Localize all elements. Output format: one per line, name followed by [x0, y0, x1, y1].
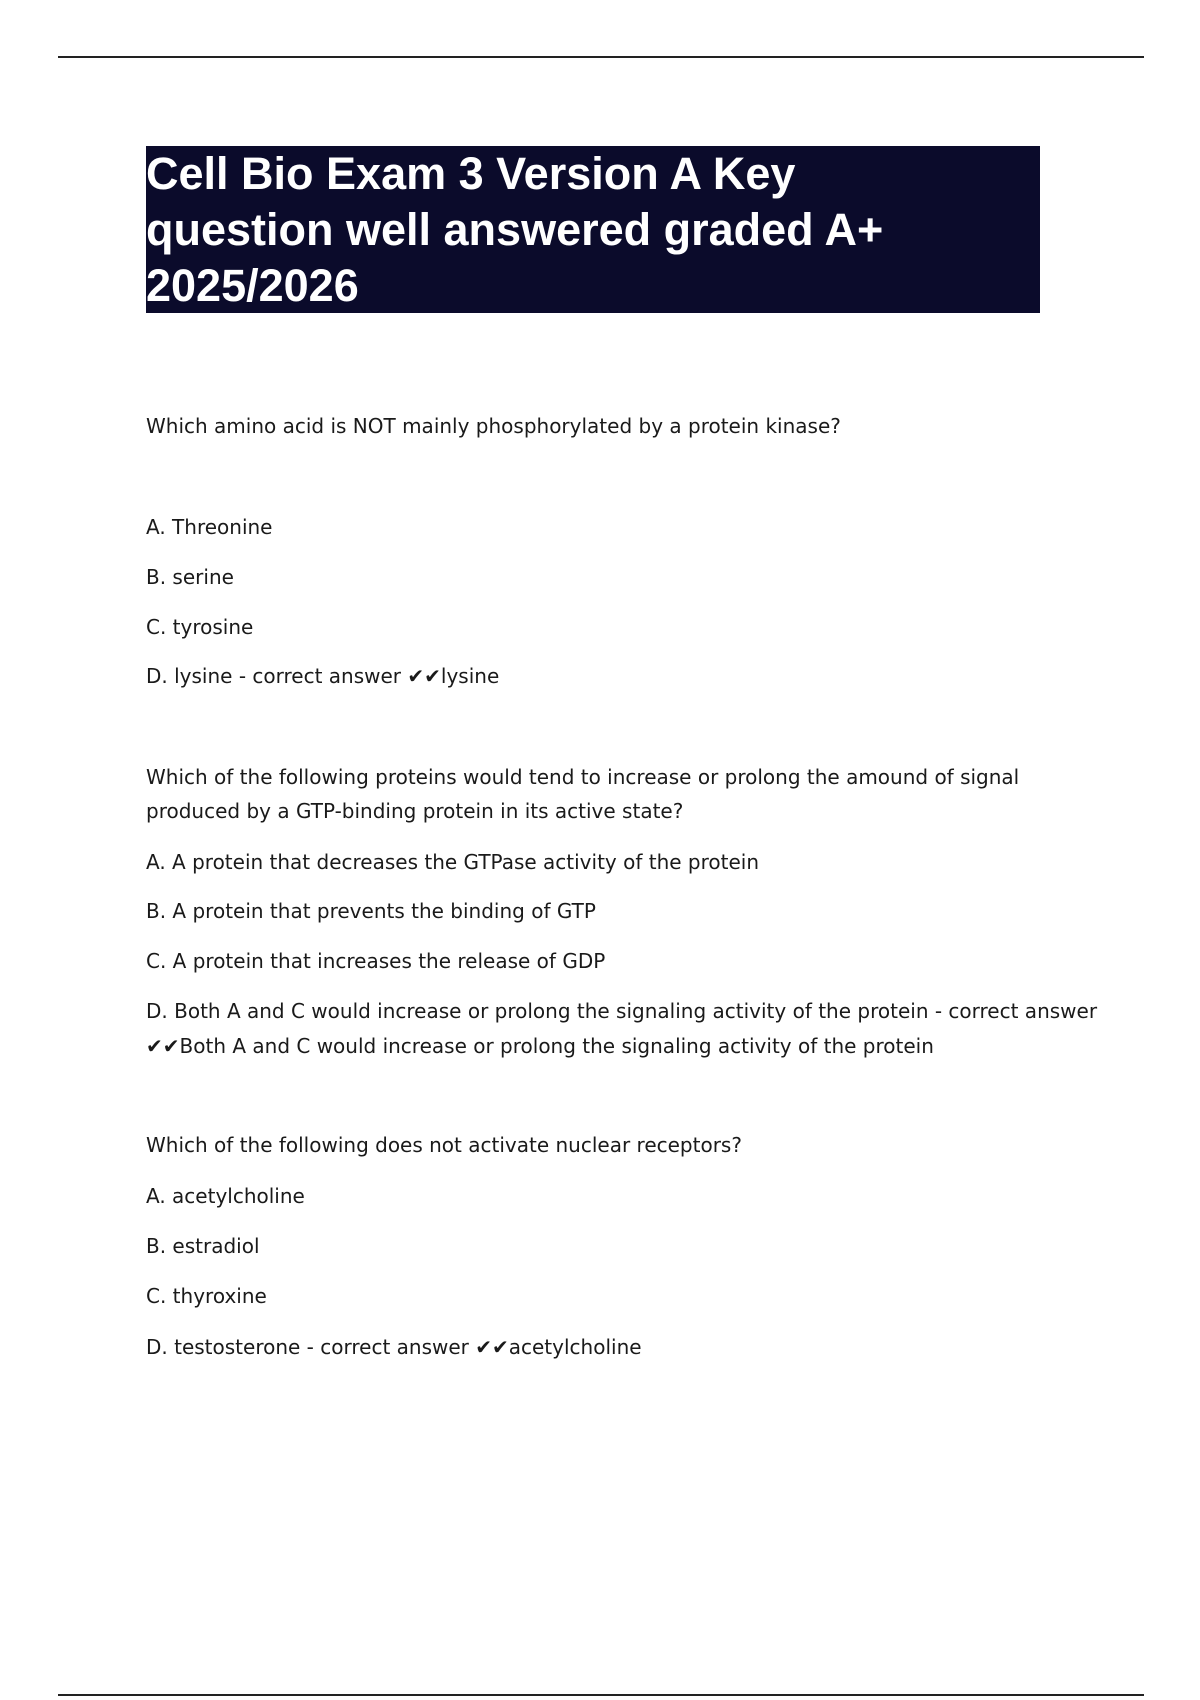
question-3-prompt: Which of the following does not activate nuclear receptors? [146, 1133, 742, 1157]
question-2-option-a: A. A protein that decreases the GTPase activity of the protein [146, 850, 760, 874]
question-1-option-b: B. serine [146, 565, 234, 589]
question-2-option-c: C. A protein that increases the release of GDP [146, 949, 606, 973]
question-2-option-d-line-2: ✔✔Both A and C would increase or prolong the signaling activity of the protein [146, 1034, 934, 1058]
question-1-option-a: A. Threonine [146, 515, 273, 539]
title-banner [146, 146, 1040, 313]
question-1-option-c: C. tyrosine [146, 615, 254, 639]
question-3-option-c: C. thyroxine [146, 1284, 267, 1308]
question-3-option-b: B. estradiol [146, 1234, 260, 1258]
footer-rule [58, 1694, 1144, 1696]
question-1-prompt: Which amino acid is NOT mainly phosphorylated by a protein kinase? [146, 414, 841, 438]
header-rule [58, 56, 1144, 58]
document-title: Cell Bio Exam 3 Version A Key question well answered graded A+ 2025/2026 [146, 148, 884, 311]
question-2-option-b: B. A protein that prevents the binding of GTP [146, 899, 596, 923]
question-2-prompt-line-1: Which of the following proteins would tend to increase or prolong the amound of signal [146, 765, 1020, 789]
question-1-option-d: D. lysine - correct answer ✔✔lysine [146, 664, 500, 688]
question-2-prompt-line-2: produced by a GTP-binding protein in its active state? [146, 799, 684, 823]
question-3-option-a: A. acetylcholine [146, 1184, 305, 1208]
question-3-option-d: D. testosterone - correct answer ✔✔acetylcholine [146, 1335, 642, 1359]
question-2-option-d-line-1: D. Both A and C would increase or prolong the signaling activity of the protein - correct answer [146, 999, 1098, 1023]
